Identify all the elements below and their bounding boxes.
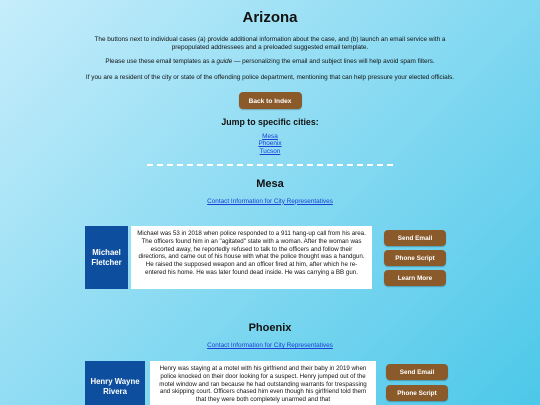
victim-name: Henry Wayne Rivera [85, 361, 145, 405]
section-divider [147, 164, 393, 166]
case-story: Henry was staying at a motel with his girlfriend and their baby in 2019 when police knocked on their door looking for a suspect. Henry jumped out of the motel window and ran because he had outstanding warrants for trespassing and skipping court. Officers chased him even though his girlfriend told them that they were both completely unarmed and that [150, 361, 376, 405]
case-story: Michael was 53 in 2018 when police responded to a 911 hang-up call from his area. The officers found him in an "agitated" state with a woman. After the woman was escorted away, he reportedly refused to talk to the officers and follow their directions, and came out of his house with what the police thought was a handgun. He raised the supposed weapon and an officer fired at him, after which he re-entered his home. He was later found dead inside. He was carrying a BB gun. [131, 226, 372, 289]
intro-paragraph-guide: Please use these email templates as a guide — personalizing the email and subject lines will help avoid spam filters. [105, 58, 435, 66]
back-to-index-button[interactable]: Back to Index [239, 92, 302, 109]
jump-link-tucson[interactable]: Tucson [259, 148, 281, 155]
contact-link-mesa[interactable]: Contact Information for City Representatives [207, 197, 333, 205]
send-email-button[interactable]: Send Email [386, 364, 448, 380]
learn-more-button[interactable]: Learn More [384, 270, 446, 286]
city-jump-list [0, 133, 540, 156]
victim-name: Michael Fletcher [85, 226, 128, 289]
send-email-button[interactable]: Send Email [384, 230, 446, 246]
intro-paragraph-buttons: The buttons next to individual cases (a) provide additional information about the case, and (b) launch an email service with a prepopulated addressees and a preloaded suggested email template. [94, 36, 446, 52]
city-heading-phoenix: Phoenix [248, 322, 292, 334]
city-heading-mesa: Mesa [256, 177, 284, 190]
contact-link-phoenix[interactable]: Contact Information for City Representatives [207, 342, 333, 349]
section-phoenix [0, 318, 540, 349]
intro-paragraph-resident: If you are a resident of the city or state of the offending police department, mentioning that can help pressure your elected officials. [85, 73, 455, 81]
phone-script-button[interactable]: Phone Script [386, 385, 448, 401]
jump-link-phoenix[interactable]: Phoenix [258, 140, 282, 148]
jump-link-mesa[interactable]: Mesa [262, 132, 278, 140]
page-title: Arizona [242, 9, 298, 26]
jump-title: Jump to specific cities: [221, 116, 319, 127]
phone-script-button[interactable]: Phone Script [384, 250, 446, 266]
intro [0, 36, 540, 82]
